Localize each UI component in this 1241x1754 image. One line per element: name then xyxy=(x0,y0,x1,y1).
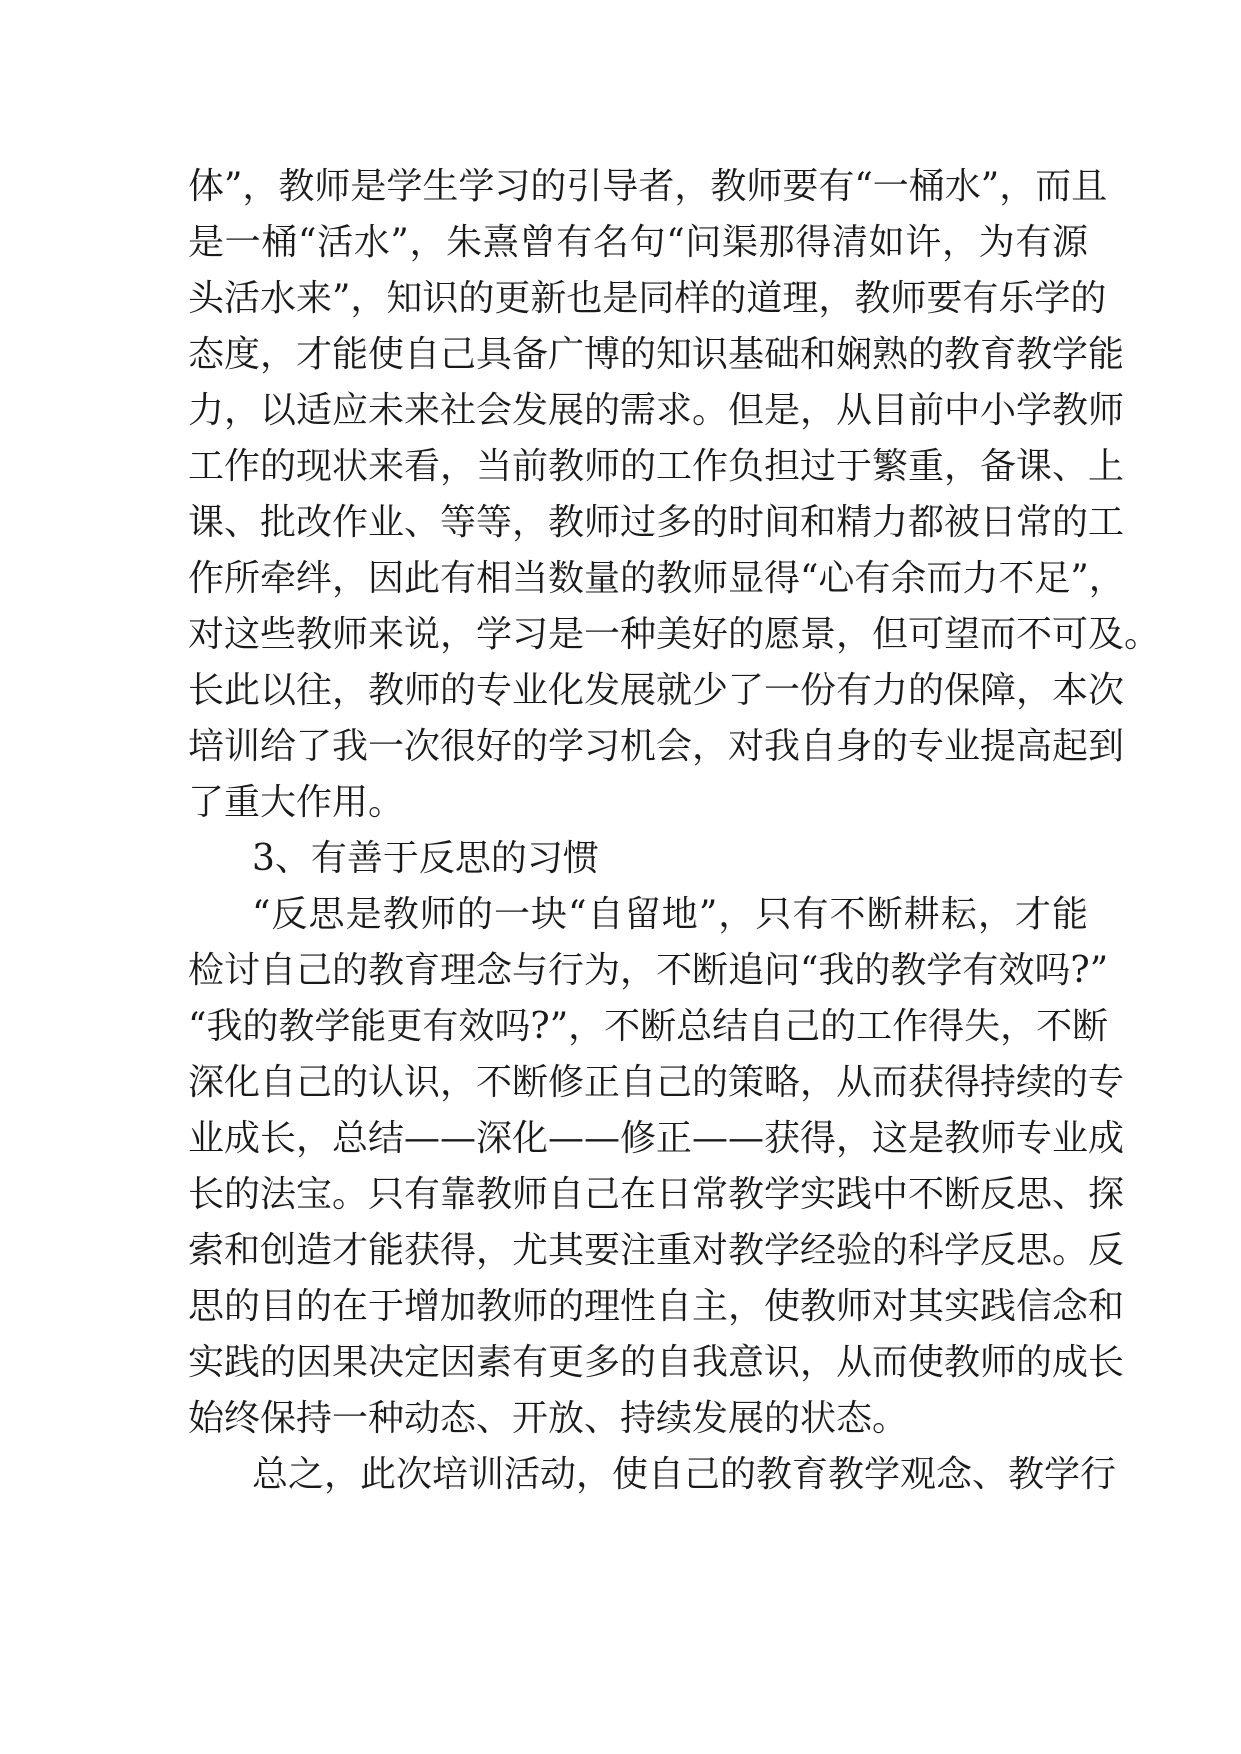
text-line: 了重大作用。 xyxy=(188,782,405,823)
text-line: 对这些教师来说，学习是一种美好的愿景，但可望而不可及。 xyxy=(188,614,1161,655)
text-line: 实践的因果决定因素有更多的自我意识，从而使教师的成长 xyxy=(188,1342,1125,1383)
text-line: 长此以往，教师的专业化发展就少了一份有力的保障，本次 xyxy=(188,670,1125,711)
text-line: 作所牵绊，因此有相当数量的教师显得“心有余而力不足”， xyxy=(188,558,1125,599)
section-heading: 3、有善于反思的习惯 xyxy=(252,838,599,879)
text-line: 头活水来”，知识的更新也是同样的道理，教师要有乐学的 xyxy=(188,278,1107,319)
text-line: 总之，此次培训活动，使自己的教育教学观念、教学行 xyxy=(252,1454,1117,1495)
text-line: “反思是教师的一块“自留地”，只有不断耕耘，才能 xyxy=(252,894,1088,935)
text-line: “我的教学能更有效吗?”，不断总结自己的工作得失，不断 xyxy=(188,1006,1109,1047)
text-line: 培训给了我一次很好的学习机会，对我自身的专业提高起到 xyxy=(188,726,1125,767)
text-line: 力，以适应未来社会发展的需求。但是，从目前中小学教师 xyxy=(188,390,1125,431)
text-line: 长的法宝。只有靠教师自己在日常教学实践中不断反思、探 xyxy=(188,1174,1125,1215)
text-line: 工作的现状来看，当前教师的工作负担过于繁重，备课、上 xyxy=(188,446,1125,487)
text-line: 业成长，总结——深化——修正——获得，这是教师专业成 xyxy=(188,1118,1125,1159)
text-line: 是一桶“活水”，朱熹曾有名句“问渠那得清如许，为有源 xyxy=(188,222,1088,263)
text-line: 索和创造才能获得，尤其要注重对教学经验的科学反思。反 xyxy=(188,1230,1125,1271)
text-line: 态度，才能使自己具备广博的知识基础和娴熟的教育教学能 xyxy=(188,334,1125,375)
text-line: 思的目的在于增加教师的理性自主，使教师对其实践信念和 xyxy=(188,1286,1125,1327)
text-line: 体”，教师是学生学习的引导者，教师要有“一桶水”，而且 xyxy=(188,166,1108,207)
text-line: 深化自己的认识，不断修正自己的策略，从而获得持续的专 xyxy=(188,1062,1125,1103)
text-line: 检讨自己的教育理念与行为，不断追问“我的教学有效吗?” xyxy=(188,950,1109,991)
text-line: 始终保持一种动态、开放、持续发展的状态。 xyxy=(188,1398,909,1439)
text-line: 课、批改作业、等等，教师过多的时间和精力都被日常的工 xyxy=(188,502,1125,543)
